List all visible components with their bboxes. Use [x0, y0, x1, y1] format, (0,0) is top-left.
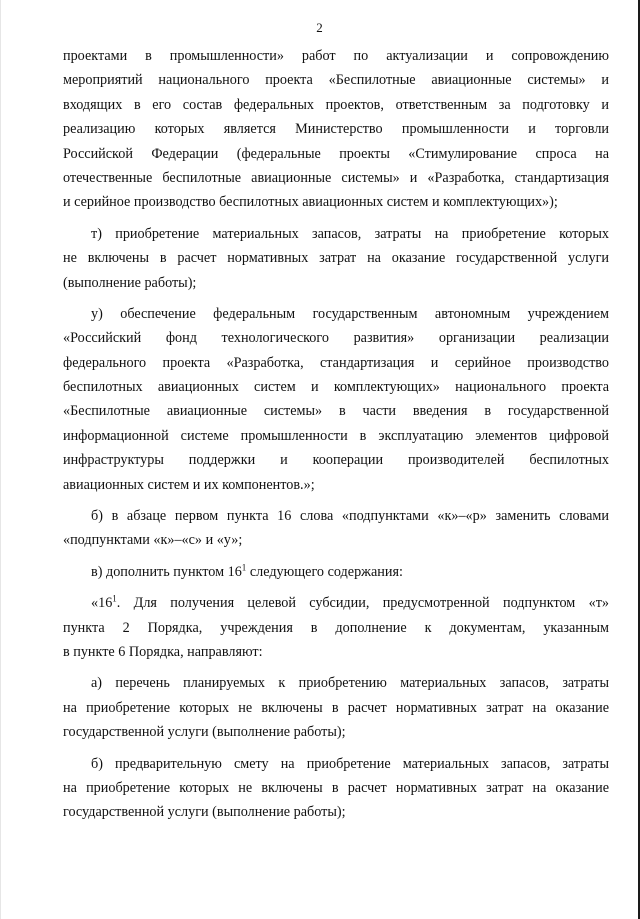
paragraph-item-a — [63, 671, 609, 744]
paragraph-continuation — [63, 44, 609, 215]
superscript: 1 — [241, 562, 247, 573]
text-line: т) приобретение материальных запасов, затраты на приобретение которых — [91, 225, 609, 242]
text-line: на приобретение которых не включены в расчет нормативных затрат на оказание — [63, 699, 609, 716]
text-line: авиационных систем и их компонентов.»; — [63, 476, 315, 493]
text-line: пункта 2 Порядка, учреждения в дополнение к документам, указанным — [63, 619, 609, 636]
page-number: 2 — [316, 20, 323, 35]
superscript: 1 — [112, 593, 117, 604]
text-fragment: . Для получения целевой субсидии, предусмотренной подпунктом «т» — [116, 595, 609, 612]
text-line: проектами в промышленности» работ по актуализации и сопровождению — [63, 48, 609, 64]
text-line: инфраструктуры поддержки и кооперации производителей беспилотных — [63, 452, 609, 469]
text-line: «Российский фонд технологического развития» организации реализации — [63, 330, 609, 347]
paragraph-item-b-estimate — [63, 752, 609, 825]
text-line: федерального проекта «Разработка, стандартизация и серийное производство — [63, 354, 609, 371]
paragraph-item-u — [63, 302, 609, 497]
text-fragment: в) дополнить пунктом 16 — [91, 563, 242, 580]
text-line: у) обеспечение федеральным государственным автономным учреждением — [91, 305, 609, 322]
text-line: не включены в расчет нормативных затрат на оказание государственной услуги — [63, 250, 609, 267]
text-line: информационной системе промышленности в эксплуатацию элементов цифровой — [63, 427, 609, 444]
text-line: государственной услуги (выполнение работы); — [63, 724, 346, 741]
paragraph-item-v — [63, 560, 609, 584]
text-line — [63, 560, 609, 584]
paragraph-item-t — [63, 222, 609, 295]
paragraph-clause-16-1 — [63, 591, 609, 664]
text-fragment: «16 — [91, 595, 113, 612]
text-line: беспилотных авиационных систем и комплектующих» национального проекта — [63, 379, 609, 396]
paragraph-item-b-amend — [63, 504, 609, 553]
text-line: мероприятий национального проекта «Беспилотные авиационные системы» и — [63, 72, 609, 89]
text-line: реализацию которых является Министерство промышленности и торговли — [63, 121, 609, 138]
text-line: в пункте 6 Порядка, направляют: — [63, 643, 263, 660]
text-line — [63, 591, 609, 615]
text-line: и серийное производство беспилотных авиационных систем и комплектующих»); — [63, 194, 558, 211]
text-line: б) предварительную смету на приобретение материальных запасов, затраты — [91, 755, 609, 772]
text-line: (выполнение работы); — [63, 274, 197, 291]
text-line: государственной услуги (выполнение работы); — [63, 804, 346, 821]
text-line: «подпунктами «к»–«с» и «у»; — [63, 532, 243, 549]
text-line: входящих в его состав федеральных проектов, ответственным за подготовку и — [63, 96, 609, 113]
text-line: «Беспилотные авиационные системы» в части введения в государственной — [63, 403, 609, 420]
document-body — [63, 44, 609, 825]
text-line: на приобретение которых не включены в расчет нормативных затрат на оказание — [63, 779, 609, 796]
text-line: отечественные беспилотные авиационные системы» и «Разработка, стандартизация — [63, 169, 609, 186]
text-fragment: следующего содержания: — [249, 563, 403, 580]
text-line: а) перечень планируемых к приобретению материальных запасов, затраты — [91, 675, 609, 692]
text-line: б) в абзаце первом пункта 16 слова «подпунктами «к»–«р» заменить словами — [91, 508, 609, 525]
text-line: Российской Федерации (федеральные проекты «Стимулирование спроса на — [63, 145, 609, 162]
